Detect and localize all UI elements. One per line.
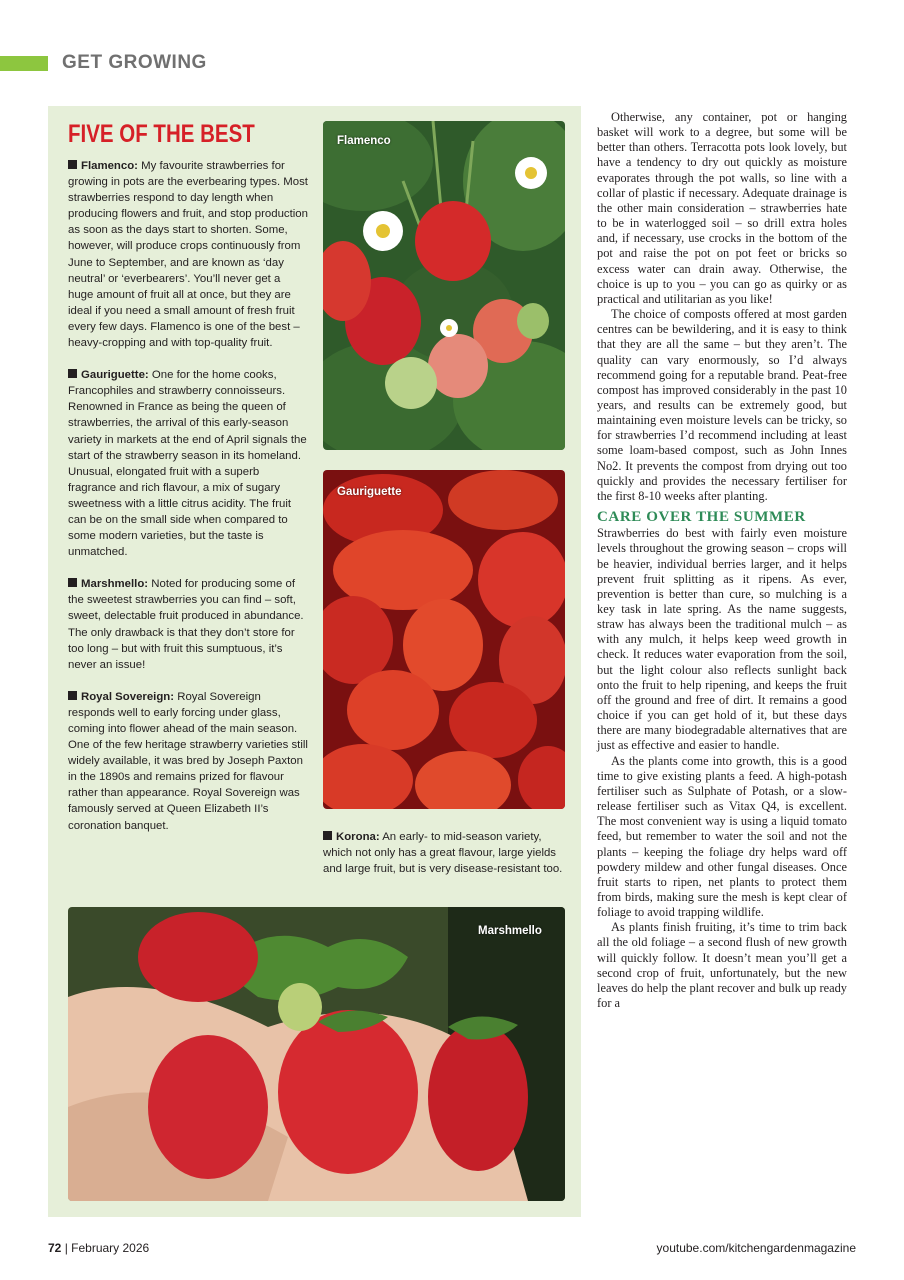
photo-label-marshmello: Marshmello [478,925,542,937]
variety-name: Royal Sovereign: [81,690,175,703]
variety-name: Marshmello: [81,578,149,591]
bullet-square-icon [68,369,77,378]
page-number: 72 [48,1241,62,1255]
photo-label-flamenco: Flamenco [337,135,391,147]
bullet-square-icon [68,578,77,587]
marshmello-photo [68,907,565,1201]
bullet-square-icon [68,691,77,700]
footer-separator: | [61,1241,72,1255]
variety-text: One for the home cooks, Francophiles and strawberry connoisseurs. Renowned in France as being the queen of strawberries, the arrival of this early-season variety in markets at the end of April signals the start of the strawberry season in its homeland. Unusual, elongated fruit with a superb fragrance and rich flavour, a mix of sugary sweetness with a little citrus acidity. The fruit can be on the small side when compared to some modern varieties, but the taste is unmatched. [68,369,307,559]
variety-text: Noted for producing some of the sweetest strawberries you can find – soft, sweet, delectable fruit produced in abundance. The only drawback is that they don’t store for too long – but with fruit this sumptuous, it’s never an issue! [68,578,304,671]
article-paragraph: As the plants come into growth, this is a good time to give existing plants a feed. A high-potash fertiliser such as Sulphate of Potash, or a slow-release fertiliser such as Vitax Q4, is excellent. The most convenient way is using a liquid tomato feed, but remember to water the soil and not the plants – keeping the foliage dry helps ward off powdery mildew and other fungal diseases. Once fruit starts to ripen, net plants to protect them from birds, making sure the mesh is kept clear of foliage to avoid trapping wildlife. [597,753,847,920]
flamenco-photo [323,121,565,450]
section-accent-bar [0,56,48,71]
strawberries-in-hand-illustration [68,907,565,1201]
article-column [597,110,847,1011]
strawberry-plant-illustration [323,121,565,450]
footer-page-info [48,1241,149,1255]
article-paragraph: As plants finish fruiting, it’s time to trim back all the old foliage – a second flush of new growth will quickly follow. It doesn’t mean you’ll get a second crop of fruit, unfortunately, but the new leaves do help the plant recover and bulk up ready for a [597,920,847,1011]
section-title: GET GROWING [62,52,207,73]
footer-url: youtube.com/kitchengardenmagazine [656,1241,856,1255]
gauriguette-photo [323,470,565,809]
strawberry-pile-illustration [323,470,565,809]
bullet-square-icon [68,160,77,169]
variety-entry-korona [323,829,568,877]
article-paragraph: Strawberries do best with fairly even moisture levels throughout the growing season – crops will be heavier, individual berries larger, and it helps prevent fruit splitting as it ripens. As ever, prevention is better than cure, so mulching is a key task in late spring. As the name suggests, straw has always been the traditional mulch – as with any mulch, it helps keep weed growth in check. It reduces water evaporation from the soil, but the light colour also reflects sunlight back onto the fruit to help ripening, and keeps the fruit off the ground and free of dirt. It remains a good choice if you can get hold of it, but these days there are many biodegradable alternatives that are just as effective and easier to handle. [597,526,847,753]
issue-date: February 2026 [71,1241,150,1255]
variety-name: Korona: [336,831,380,843]
variety-entry-royal-sovereign [68,689,308,834]
article-paragraph: Otherwise, any container, pot or hanging basket will work to a degree, but some will be better than others. Terracotta pots look lovely, but have a tendency to dry out quickly as moisture evaporates through the pot walls, so line with a collar of plastic if necessary. Adequate drainage is the other main consideration – strawberries hate to be in waterlogged soil – so drill extra holes and, if necessary, use crocks in the bottom of the pot and raise the pot on pot feet or bricks so excess water can drain away. Otherwise, the choice is up to you – you can go as quirky or as practical and utilitarian as you like! [597,110,847,306]
variety-name: Gauriguette: [81,369,149,382]
article-paragraph: The choice of composts offered at most garden centres can be bewildering, and it is easy to think that they are all the same – but they aren’t. The quality can vary enormously, so I’d always recommend going for a reputable brand. Peat-free compost has improved considerably in the past 10 years, and results can be extremely good, but maintaining even moisture levels can be tricky, so for strawberries I’d recommend including at least some loam-based compost, such as John Innes No2. It prevents the compost from drying out too quickly and provides the necessary fertiliser for the first 8-10 weeks after planting. [597,307,847,503]
variety-entry-marshmello [68,576,308,673]
variety-entry-gauriguette [68,367,308,560]
care-over-summer-heading: CARE OVER THE SUMMER [597,509,806,526]
varieties-column [68,158,308,850]
bullet-square-icon [323,831,332,840]
variety-text: My favourite strawberries for growing in pots are the everbearing types. Most strawberries respond to day length when producing flowers and fruit, and stop production as soon as the days start to shorten. Some, however, will produce crops continuously from June to September, and are known as ‘day neutral’ or ‘everbearers’. You’ll never get a huge amount of fruit all at once, but they are ideal if you need a small amount of fresh fruit every few days. Flamenco is one of the best – heavy-cropping and with top-quality fruit. [68,160,308,350]
photo-label-gauriguette: Gauriguette [337,486,402,498]
variety-text: An early- to mid-season variety, which not only has a great flavour, large yields and large fruit, but is very disease-resistant too. [323,831,563,876]
variety-text: Royal Sovereign responds well to early forcing under glass, coming into flower ahead of the main season. One of the few heritage strawberry varieties still widely available, it was bred by Joseph Paxton in the 1890s and remains prized for flavour rather than appearance. Royal Sovereign was famously served at Queen Elizabeth II’s coronation banquet. [68,690,308,832]
variety-name: Flamenco: [81,160,138,172]
variety-entry-flamenco [68,158,308,351]
panel-heading: FIVE OF THE BEST [68,120,255,148]
